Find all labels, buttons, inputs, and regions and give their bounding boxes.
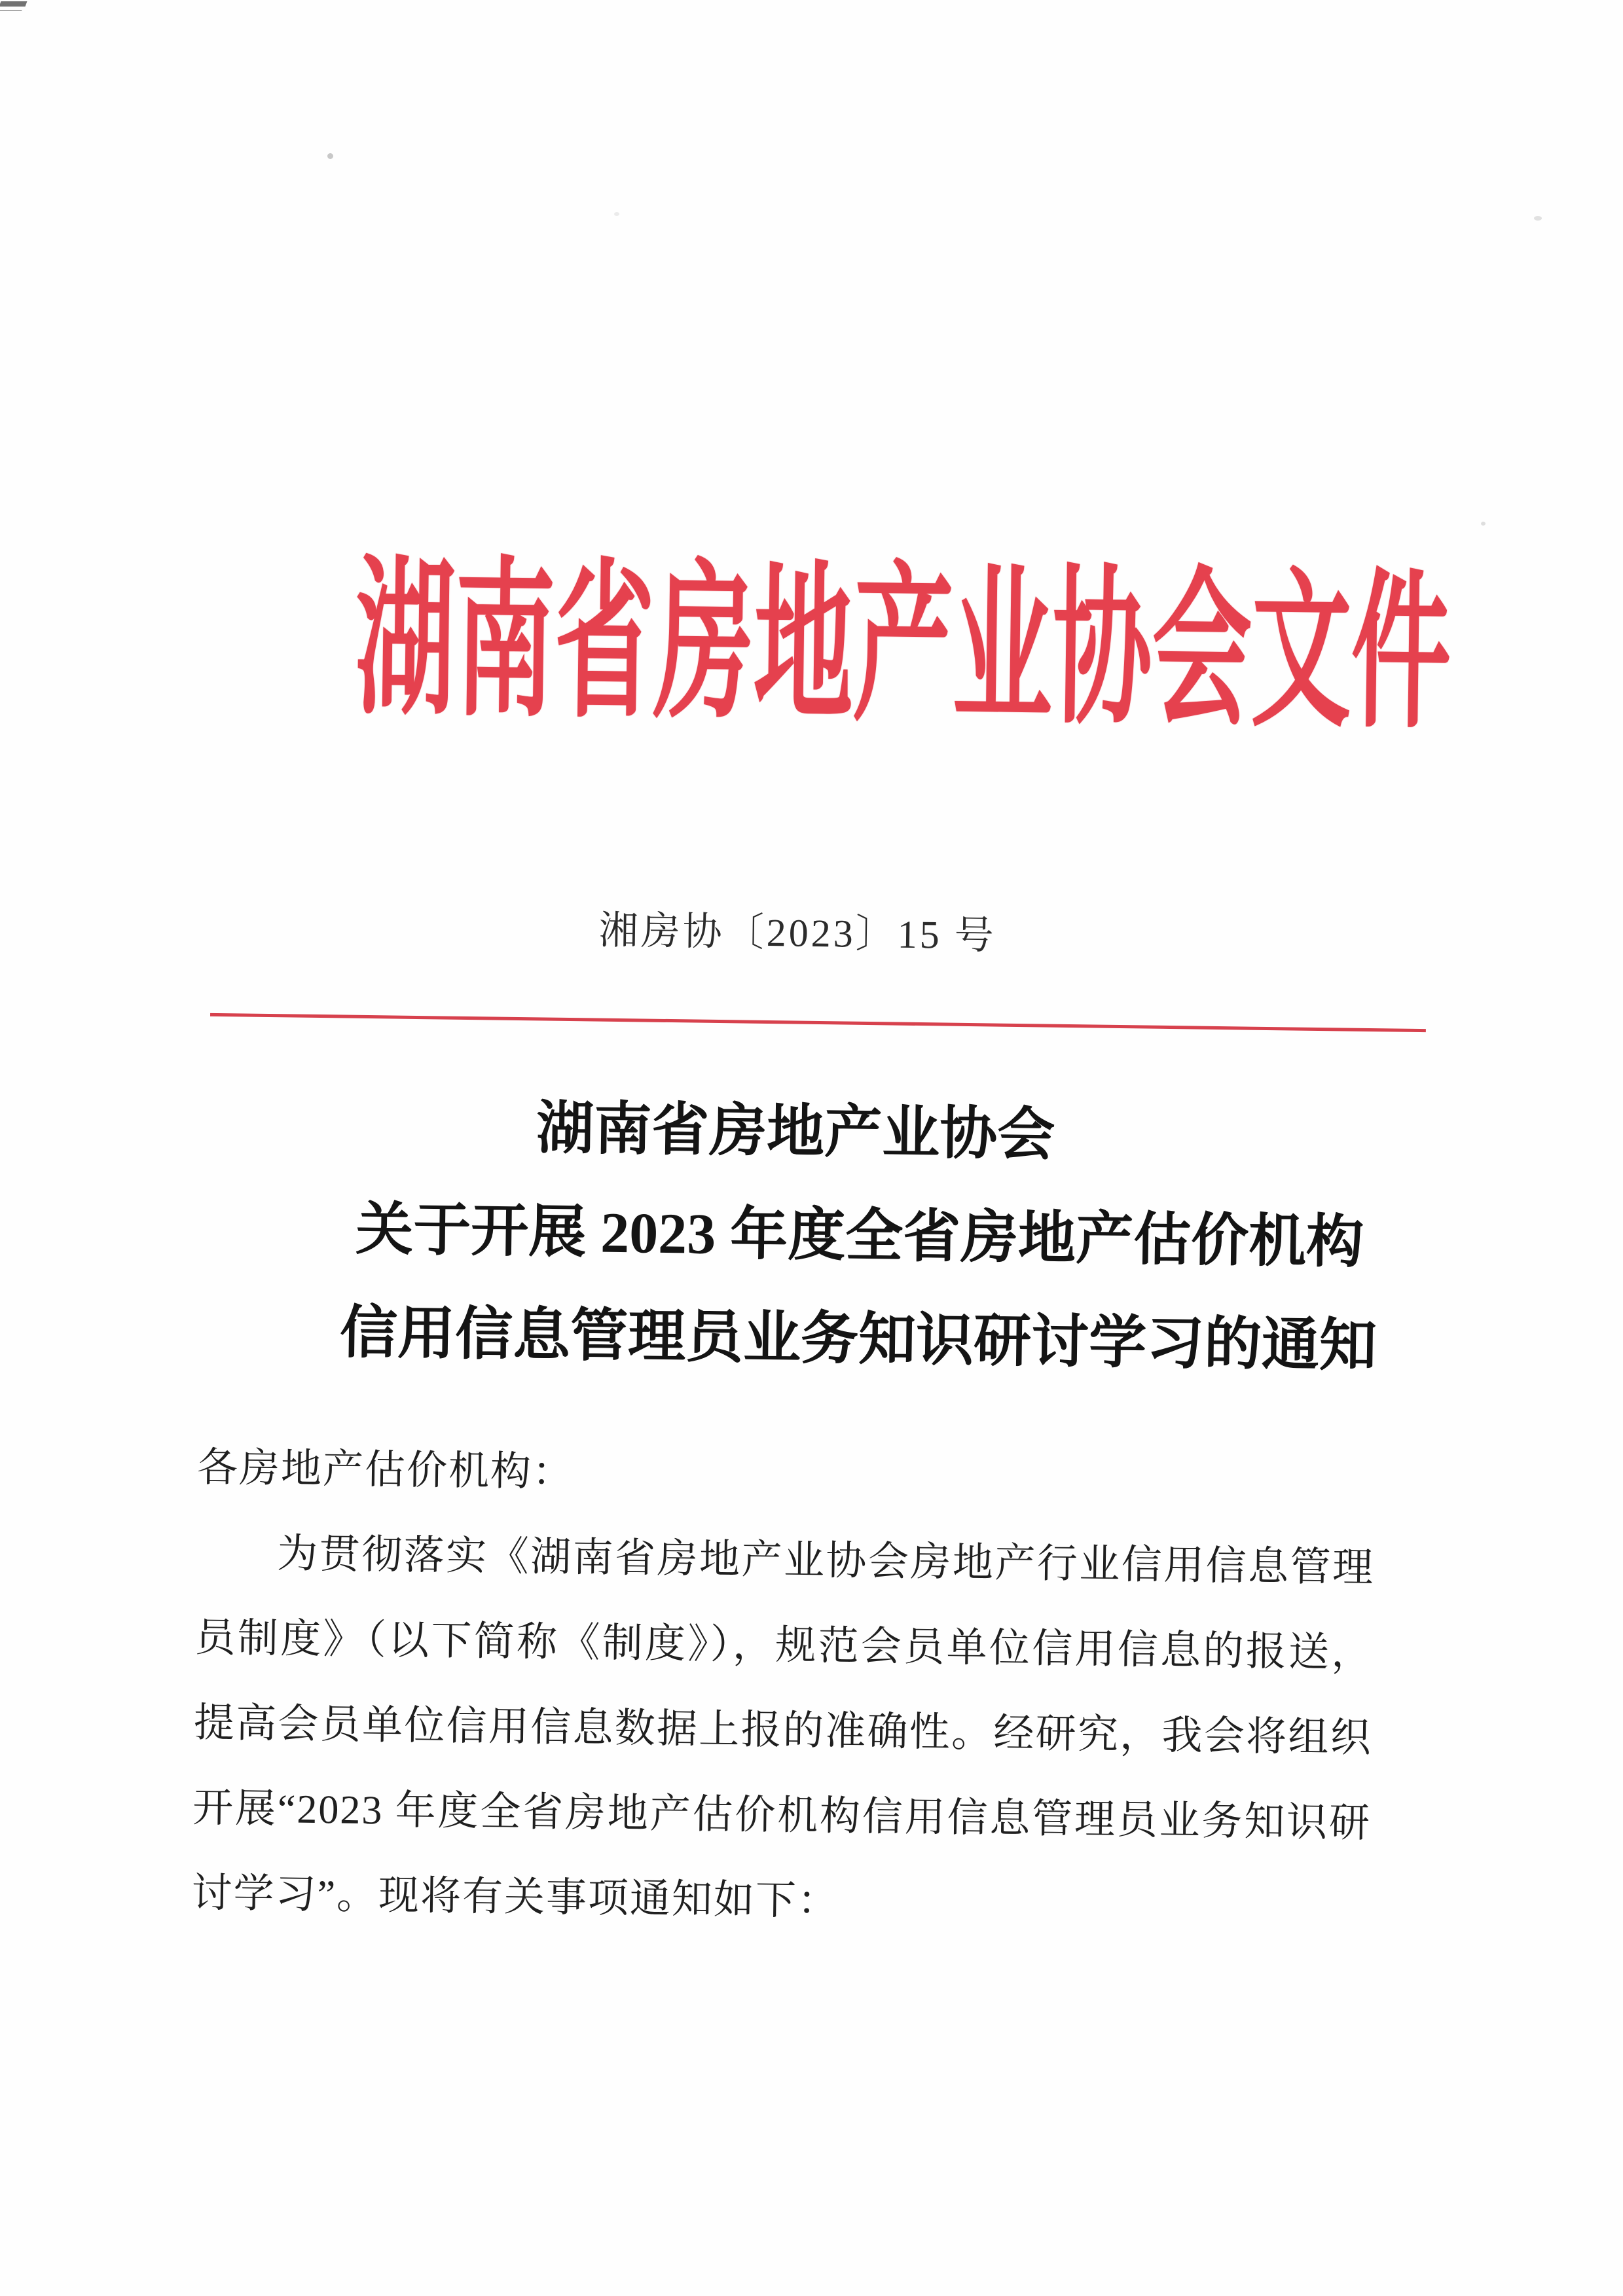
letterhead-org-title: 湖南省房地产业协会文件 bbox=[354, 546, 1452, 749]
body-line: 提高会员单位信用信息数据上报的准确性。经研究，我会将组织 bbox=[193, 1700, 1373, 1761]
notice-title-line-2: 关于开展 2023 年度全省房地产估价机构 bbox=[355, 1198, 1364, 1275]
notice-body bbox=[191, 1426, 1376, 1951]
body-line: 员制度》（以下简称《制度》），规范会员单位信用信息的报送， bbox=[194, 1615, 1374, 1676]
body-line: 讨学习”。现将有关事项通知如下： bbox=[191, 1871, 840, 1924]
body-line: 为贯彻落实《湖南省房地产业协会房地产行业信用信息管理 bbox=[276, 1532, 1375, 1591]
red-divider-line bbox=[210, 1013, 1426, 1032]
notice-title-line-1: 湖南省房地产业协会 bbox=[536, 1097, 1055, 1168]
notice-title-line-3: 信用信息管理员业务知识研讨学习的通知 bbox=[339, 1301, 1377, 1379]
notice-title bbox=[0, 1071, 1622, 1402]
salutation: 各房地产估价机构： bbox=[196, 1445, 575, 1496]
document-number: 湘房协〔2023〕15 号 bbox=[598, 908, 997, 958]
body-line: 开展“2023 年度全省房地产估价机构信用信息管理员业务知识研 bbox=[192, 1785, 1372, 1846]
